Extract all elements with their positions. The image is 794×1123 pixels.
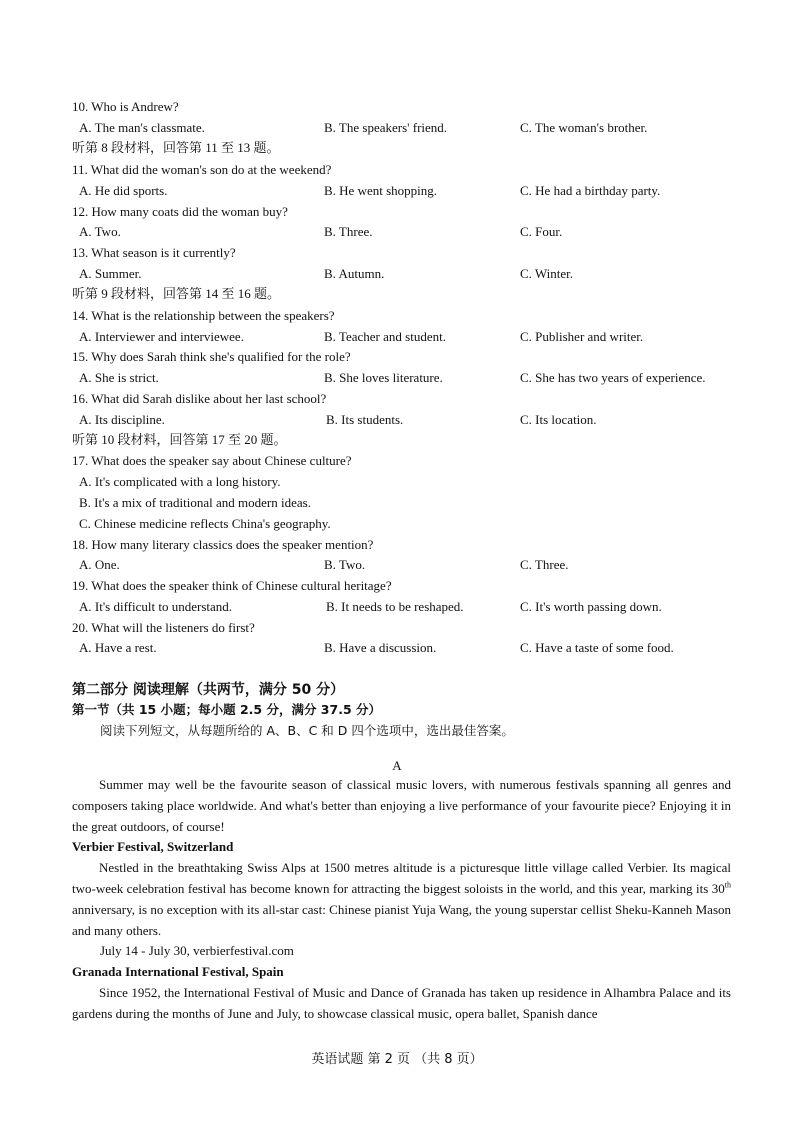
question-13: 13. What season is it currently?	[72, 245, 236, 260]
option-18a: A. One.	[79, 557, 120, 572]
ordinal-suffix: th	[724, 880, 731, 890]
option-20a: A. Have a rest.	[79, 640, 157, 655]
option-11b: B. He went shopping.	[324, 183, 438, 198]
verbier-dates: July 14 - July 30, verbierfestival.com	[100, 943, 294, 958]
option-12b: B. Three.	[324, 224, 373, 239]
passage-label: A	[392, 758, 402, 773]
question-16: 16. What did Sarah dislike about her last school?	[72, 391, 327, 406]
option-10b: B. The speakers' friend.	[324, 120, 448, 135]
reading-instruction: 阅读下列短文，从每题所给的 A、B、C 和 D 四个选项中，选出最佳答案。	[100, 723, 514, 738]
option-15b: B. She loves literature.	[324, 370, 443, 385]
page-footer: 英语试题 第 2 页 （共 8 页）	[311, 1052, 483, 1067]
instruction-passage-9: 听第 9 段材料，回答第 14 至 16 题。	[72, 286, 281, 301]
verbier-paragraph-part-1: Nestled in the breathtaking Swiss Alps at 1500 metres altitude is a picturesque little village called Verbier. Its magical two-week celebration festival has become known for attracting the biggest soloists in the world, and this year, marking its 30	[72, 860, 731, 896]
question-12: 12. How many coats did the woman buy?	[72, 204, 288, 219]
option-10a: A. The man's classmate.	[79, 120, 205, 135]
option-19b: B. It needs to be reshaped.	[326, 599, 464, 614]
option-19a: A. It's difficult to understand.	[79, 599, 233, 614]
verbier-paragraph-part-2: anniversary, is no exception with its all-star cast: Chinese pianist Yuja Wang, the young superstar cellist Sheku-Kanneh Mason and many others.	[72, 902, 731, 938]
part-2-title: 第二部分 阅读理解（共两节，满分 50 分）	[72, 682, 345, 698]
option-12a: A. Two.	[79, 224, 121, 239]
verbier-heading: Verbier Festival, Switzerland	[72, 839, 234, 854]
verbier-paragraph	[72, 857, 731, 941]
option-12c: C. Four.	[520, 224, 563, 239]
instruction-passage-10: 听第 10 段材料，回答第 17 至 20 题。	[72, 432, 287, 447]
option-18c: C. Three.	[520, 557, 569, 572]
option-11c: C. He had a birthday party.	[520, 183, 661, 198]
option-11a: A. He did sports.	[79, 183, 168, 198]
option-15c: C. She has two years of experience.	[520, 370, 706, 385]
granada-heading: Granada International Festival, Spain	[72, 964, 284, 979]
option-19c: C. It's worth passing down.	[520, 599, 662, 614]
question-20: 20. What will the listeners do first?	[72, 620, 255, 635]
option-20c: C. Have a taste of some food.	[520, 640, 674, 655]
option-16b: B. Its students.	[326, 412, 404, 427]
option-17b: B. It's a mix of traditional and modern ideas.	[79, 495, 311, 510]
question-19: 19. What does the speaker think of Chinese cultural heritage?	[72, 578, 392, 593]
option-10c: C. The woman's brother.	[520, 120, 648, 135]
instruction-passage-8: 听第 8 段材料，回答第 11 至 13 题。	[72, 140, 280, 155]
option-13c: C. Winter.	[520, 266, 574, 281]
option-18b: B. Two.	[324, 557, 366, 572]
question-14: 14. What is the relationship between the speakers?	[72, 308, 335, 323]
option-14a: A. Interviewer and interviewee.	[79, 329, 244, 344]
option-16c: C. Its location.	[520, 412, 597, 427]
option-15a: A. She is strict.	[79, 370, 159, 385]
question-10: 10. Who is Andrew?	[72, 99, 179, 114]
question-17: 17. What does the speaker say about Chinese culture?	[72, 453, 352, 468]
option-14b: B. Teacher and student.	[324, 329, 446, 344]
option-14c: C. Publisher and writer.	[520, 329, 644, 344]
option-20b: B. Have a discussion.	[324, 640, 437, 655]
granada-paragraph: Since 1952, the International Festival of Music and Dance of Granada has taken up residence in Alhambra Palace and its gardens during the months of June and July, to showcase classical music, opera ballet, Spanish dance	[72, 985, 731, 1021]
option-16a: A. Its discipline.	[79, 412, 165, 427]
option-17a: A. It's complicated with a long history.	[79, 474, 281, 489]
question-11: 11. What did the woman's son do at the weekend?	[72, 162, 332, 177]
option-13b: B. Autumn.	[324, 266, 385, 281]
intro-paragraph: Summer may well be the favourite season of classical music lovers, with numerous festivals spanning all genres and composers taking place worldwide. And what's better than enjoying a live performance of your favourite piece? Enjoying it in the great outdoors, of course!	[72, 777, 731, 834]
question-15: 15. Why does Sarah think she's qualified for the role?	[72, 349, 351, 364]
option-17c: C. Chinese medicine reflects China's geography.	[79, 516, 331, 531]
option-13a: A. Summer.	[79, 266, 142, 281]
section-1-title: 第一节（共 15 小题；每小题 2.5 分，满分 37.5 分）	[72, 702, 381, 717]
question-18: 18. How many literary classics does the speaker mention?	[72, 537, 374, 552]
